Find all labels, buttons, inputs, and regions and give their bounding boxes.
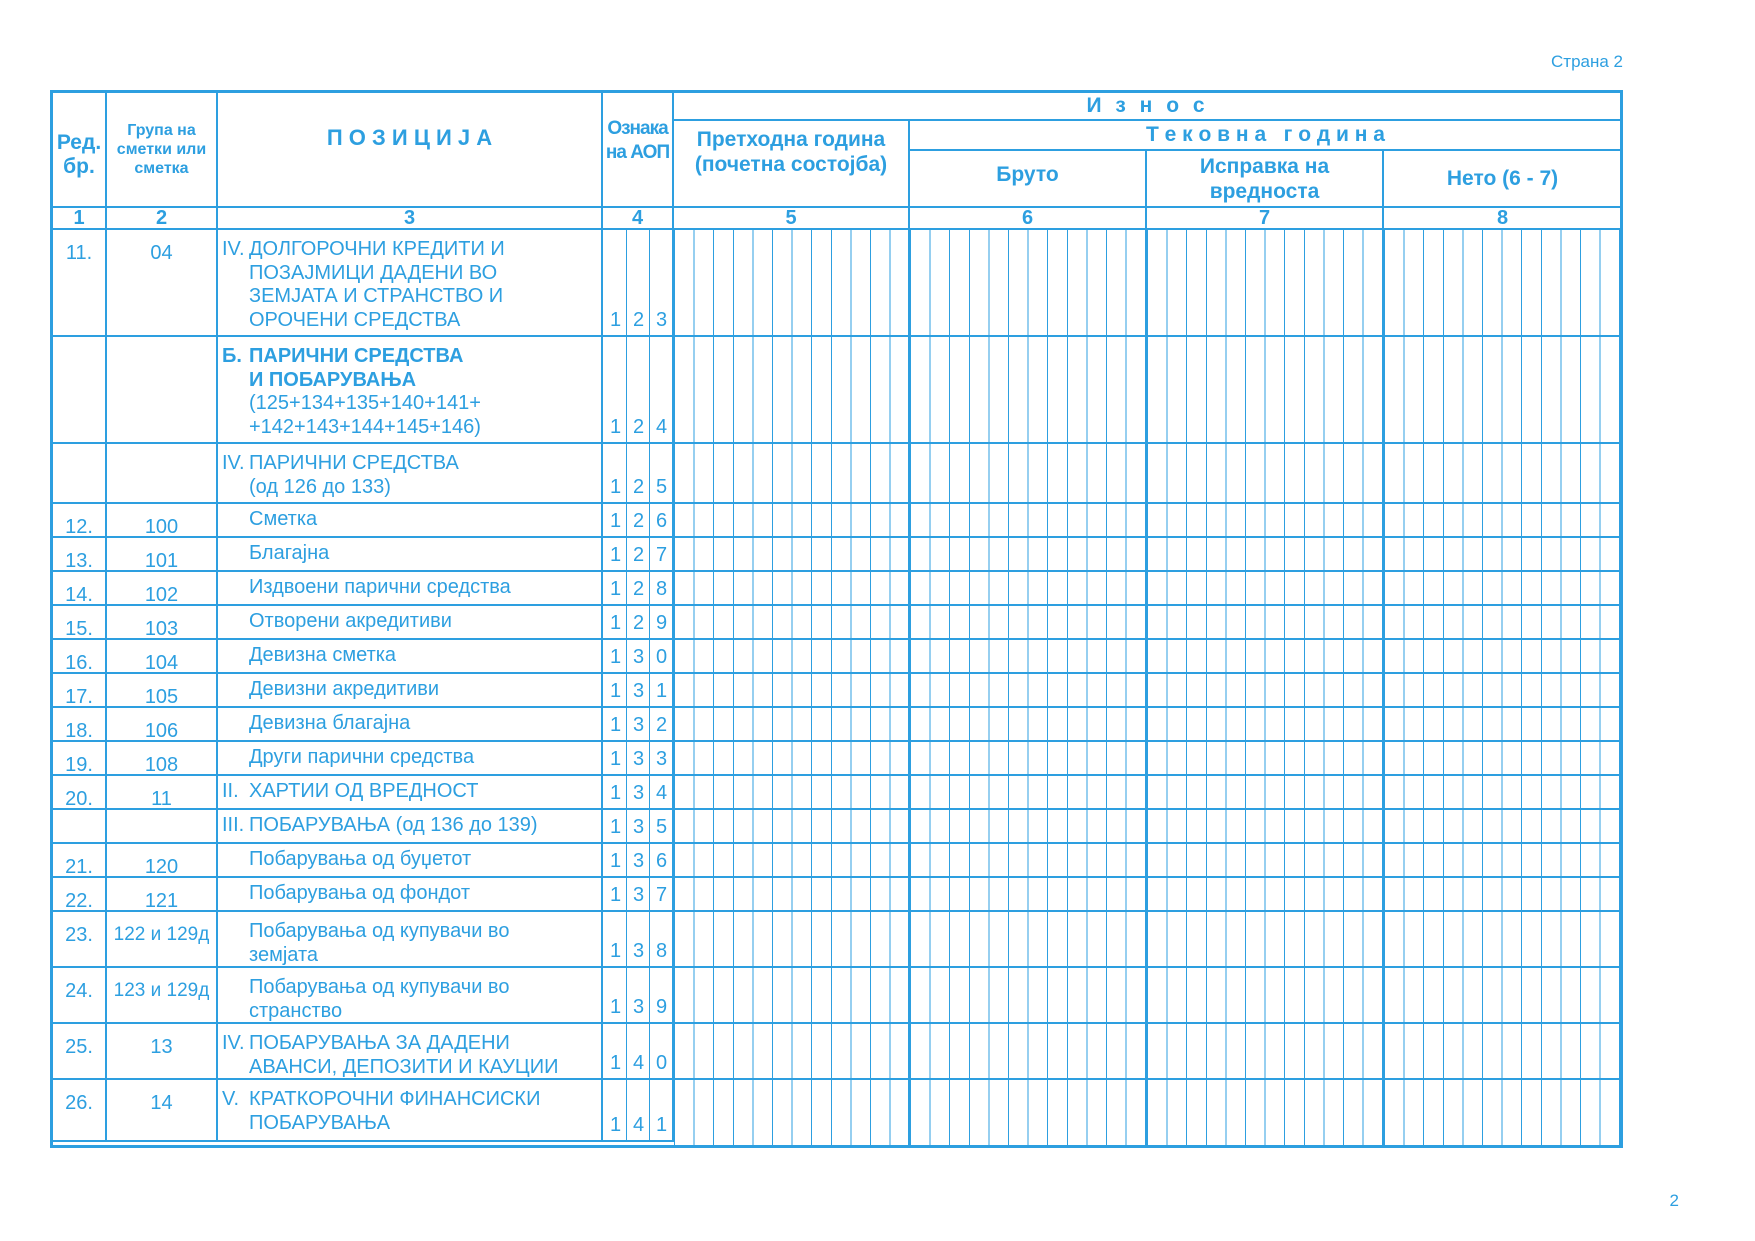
row-number: 22. xyxy=(53,878,107,912)
position-marker xyxy=(222,309,249,333)
position-text: Девизна благајна xyxy=(249,712,411,735)
position-marker xyxy=(222,644,249,668)
position-label xyxy=(218,572,603,606)
aop-digit: 6 xyxy=(655,509,668,532)
row-number: 20. xyxy=(53,776,107,810)
position-text: Девизна сметка xyxy=(249,644,397,667)
aop-code xyxy=(603,606,674,640)
aop-digit: 3 xyxy=(632,645,645,668)
col-number-3: 3 xyxy=(218,208,603,230)
header-iznos: И з н о с xyxy=(674,93,1623,121)
row-number: 15. xyxy=(53,606,107,640)
position-text: КРАТКОРОЧНИ ФИНАНСИСКИ xyxy=(249,1088,541,1110)
aop-digit: 1 xyxy=(609,747,622,770)
position-marker: Б. xyxy=(222,345,242,367)
aop-code xyxy=(603,337,674,444)
aop-digit: 1 xyxy=(609,713,622,736)
position-text: ОРОЧЕНИ СРЕДСТВА xyxy=(249,308,461,331)
amount-grid-ispravka[interactable] xyxy=(1147,230,1384,1148)
aop-digit: 7 xyxy=(655,543,668,566)
row-divider xyxy=(674,1022,1623,1024)
account-group: 04 xyxy=(107,230,218,337)
aop-digit: 1 xyxy=(609,415,622,438)
account-group: 102 xyxy=(107,572,218,606)
aop-code xyxy=(603,742,674,776)
header-oznaka-aop: Ознака на АОП xyxy=(603,93,674,208)
aop-digit: 1 xyxy=(609,1051,622,1074)
aop-code xyxy=(603,844,674,878)
row-divider xyxy=(674,335,1623,337)
position-marker xyxy=(222,392,249,416)
aop-digit: 1 xyxy=(609,849,622,872)
aop-digit: 1 xyxy=(609,543,622,566)
aop-digit: 1 xyxy=(609,509,622,532)
aop-digit: 2 xyxy=(632,308,645,331)
position-marker xyxy=(222,262,249,286)
aop-digit: 3 xyxy=(632,883,645,906)
aop-digit: 3 xyxy=(632,995,645,1018)
position-marker xyxy=(222,976,249,1000)
aop-digit: 3 xyxy=(632,781,645,804)
row-divider xyxy=(674,638,1623,640)
aop-code xyxy=(603,444,674,504)
account-group: 101 xyxy=(107,538,218,572)
header-ispravka: Исправка на вредноста xyxy=(1147,151,1384,208)
position-marker: IV. xyxy=(222,452,245,474)
account-group: 108 xyxy=(107,742,218,776)
position-text: Побарувања од фондот xyxy=(249,882,471,905)
header-pozicija: П О З И Ц И Ј А xyxy=(218,93,603,208)
account-group xyxy=(107,337,218,444)
account-group: 122 и 129д xyxy=(107,912,218,968)
row-divider xyxy=(674,570,1623,572)
aop-digit: 1 xyxy=(655,1113,668,1136)
aop-digit: 3 xyxy=(632,679,645,702)
header-tekovna-godina: Т е к о в н а г о д и н а xyxy=(910,121,1623,151)
row-divider xyxy=(674,774,1623,776)
position-marker xyxy=(222,1056,249,1080)
row-divider xyxy=(674,808,1623,810)
row-number: 18. xyxy=(53,708,107,742)
position-text: Други парични средства xyxy=(249,746,475,769)
position-label xyxy=(218,968,603,1024)
aop-digit: 0 xyxy=(655,645,668,668)
aop-digit: 3 xyxy=(632,815,645,838)
position-label xyxy=(218,1080,603,1142)
row-number: 13. xyxy=(53,538,107,572)
aop-digit: 2 xyxy=(632,577,645,600)
position-marker: III. xyxy=(222,814,245,837)
position-text: Сметка xyxy=(249,508,318,531)
position-text: И ПОБАРУВАЊА xyxy=(249,368,417,391)
header-prethodna-godina: Претходна година (почетна состојба) xyxy=(674,121,910,208)
position-label xyxy=(218,444,603,504)
account-group: 105 xyxy=(107,674,218,708)
position-label xyxy=(218,504,603,538)
aop-digit: 1 xyxy=(609,475,622,498)
amount-grid-neto[interactable] xyxy=(1384,230,1623,1148)
aop-code xyxy=(603,878,674,912)
position-text: земјата xyxy=(249,943,319,966)
aop-digit: 3 xyxy=(632,747,645,770)
aop-digit: 2 xyxy=(632,611,645,634)
header-bruto: Бруто xyxy=(910,151,1147,208)
position-text: Побарувања од купувачи во xyxy=(249,920,510,942)
row-divider xyxy=(674,536,1623,538)
account-group: 11 xyxy=(107,776,218,810)
account-group: 103 xyxy=(107,606,218,640)
row-divider xyxy=(674,1078,1623,1080)
position-marker xyxy=(222,508,249,532)
position-label xyxy=(218,1024,603,1080)
aop-code xyxy=(603,776,674,810)
position-marker xyxy=(222,944,249,968)
aop-digit: 9 xyxy=(655,995,668,1018)
aop-digit: 3 xyxy=(632,713,645,736)
aop-digit: 3 xyxy=(632,849,645,872)
row-divider xyxy=(674,706,1623,708)
aop-digit: 4 xyxy=(632,1051,645,1074)
account-group: 13 xyxy=(107,1024,218,1080)
row-divider xyxy=(674,442,1623,444)
position-label xyxy=(218,230,603,337)
aop-digit: 1 xyxy=(609,308,622,331)
position-text: Отворени акредитиви xyxy=(249,610,452,633)
position-marker xyxy=(222,920,249,944)
position-label xyxy=(218,878,603,912)
account-group: 106 xyxy=(107,708,218,742)
header-red-br: Ред. бр. xyxy=(53,93,107,208)
account-group: 123 и 129д xyxy=(107,968,218,1024)
balance-sheet-form xyxy=(50,90,1623,1148)
position-marker: IV. xyxy=(222,238,245,260)
row-number: 17. xyxy=(53,674,107,708)
position-text: ДОЛГОРОЧНИ КРЕДИТИ И xyxy=(249,238,505,260)
col-number-4: 4 xyxy=(603,208,674,230)
aop-digit: 1 xyxy=(609,781,622,804)
aop-code xyxy=(603,538,674,572)
amount-grid-bruto[interactable] xyxy=(910,230,1147,1148)
aop-digit: 1 xyxy=(609,645,622,668)
aop-code xyxy=(603,1080,674,1142)
position-text: ПОБАРУВАЊА (од 136 до 139) xyxy=(249,814,538,837)
aop-digit: 1 xyxy=(609,883,622,906)
position-text: Девизни акредитиви xyxy=(249,678,440,701)
position-marker: IV. xyxy=(222,1032,245,1054)
position-text: странство xyxy=(249,999,343,1022)
row-divider xyxy=(674,604,1623,606)
row-divider xyxy=(674,966,1623,968)
aop-code xyxy=(603,674,674,708)
position-text: Побарувања од купувачи во xyxy=(249,976,510,998)
position-marker xyxy=(222,285,249,309)
position-marker xyxy=(222,1112,249,1136)
position-marker xyxy=(222,712,249,736)
position-label xyxy=(218,810,603,844)
position-text: ПОЗАЈМИЦИ ДАДЕНИ ВО xyxy=(249,261,498,284)
row-number: 19. xyxy=(53,742,107,776)
position-marker xyxy=(222,746,249,770)
aop-code xyxy=(603,810,674,844)
row-divider xyxy=(674,740,1623,742)
aop-digit: 2 xyxy=(632,509,645,532)
aop-code xyxy=(603,1024,674,1080)
aop-digit: 6 xyxy=(655,849,668,872)
row-divider xyxy=(674,910,1623,912)
col-number-8: 8 xyxy=(1384,208,1623,230)
aop-digit: 9 xyxy=(655,611,668,634)
account-group: 100 xyxy=(107,504,218,538)
position-text: ПАРИЧНИ СРЕДСТВА xyxy=(249,452,459,474)
position-label xyxy=(218,708,603,742)
aop-digit: 1 xyxy=(609,1113,622,1136)
row-number: 26. xyxy=(53,1080,107,1142)
account-group: 14 xyxy=(107,1080,218,1142)
aop-code xyxy=(603,968,674,1024)
aop-digit: 8 xyxy=(655,939,668,962)
aop-digit: 2 xyxy=(632,475,645,498)
position-marker xyxy=(222,476,249,500)
row-divider xyxy=(674,842,1623,844)
amount-grid-prethodna[interactable] xyxy=(674,230,910,1148)
position-marker xyxy=(222,848,249,872)
aop-digit: 4 xyxy=(632,1113,645,1136)
aop-digit: 2 xyxy=(632,543,645,566)
row-number: 14. xyxy=(53,572,107,606)
position-marker xyxy=(222,1000,249,1024)
account-group: 121 xyxy=(107,878,218,912)
header-neto: Нето (6 - 7) xyxy=(1384,151,1623,208)
aop-digit: 3 xyxy=(655,747,668,770)
position-label xyxy=(218,742,603,776)
row-number: 16. xyxy=(53,640,107,674)
aop-digit: 4 xyxy=(655,415,668,438)
position-label xyxy=(218,674,603,708)
position-text: АВАНСИ, ДЕПОЗИТИ И КАУЦИИ xyxy=(249,1055,559,1078)
position-marker xyxy=(222,882,249,906)
row-divider xyxy=(674,672,1623,674)
position-label xyxy=(218,538,603,572)
row-divider xyxy=(674,876,1623,878)
aop-digit: 8 xyxy=(655,577,668,600)
account-group xyxy=(107,810,218,844)
position-text: ПАРИЧНИ СРЕДСТВА xyxy=(249,345,464,367)
row-number: 23. xyxy=(53,912,107,968)
account-group: 120 xyxy=(107,844,218,878)
position-label xyxy=(218,606,603,640)
position-text: Благајна xyxy=(249,542,330,565)
aop-digit: 1 xyxy=(655,679,668,702)
aop-digit: 5 xyxy=(655,815,668,838)
row-number: 21. xyxy=(53,844,107,878)
position-label xyxy=(218,640,603,674)
aop-digit: 5 xyxy=(655,475,668,498)
page-number-bottom: 2 xyxy=(1669,1191,1679,1210)
position-marker: V. xyxy=(222,1088,240,1110)
aop-digit: 1 xyxy=(609,611,622,634)
aop-digit: 1 xyxy=(609,815,622,838)
position-label xyxy=(218,337,603,444)
col-number-1: 1 xyxy=(53,208,107,230)
col-number-7: 7 xyxy=(1147,208,1384,230)
aop-code xyxy=(603,640,674,674)
aop-code xyxy=(603,504,674,538)
position-label xyxy=(218,912,603,968)
position-text: (125+134+135+140+141+ xyxy=(249,392,481,414)
col-number-2: 2 xyxy=(107,208,218,230)
page-number-top: Страна 2 xyxy=(1551,52,1623,71)
row-number: 24. xyxy=(53,968,107,1024)
position-text: +142+143+144+145+146) xyxy=(249,415,481,438)
aop-digit: 3 xyxy=(655,308,668,331)
aop-digit: 2 xyxy=(655,713,668,736)
row-number xyxy=(53,444,107,504)
position-marker xyxy=(222,369,249,393)
col-number-6: 6 xyxy=(910,208,1147,230)
aop-digit: 1 xyxy=(609,939,622,962)
aop-digit: 1 xyxy=(609,995,622,1018)
account-group: 104 xyxy=(107,640,218,674)
position-text: ПОБАРУВАЊА ЗА ДАДЕНИ xyxy=(249,1032,510,1054)
position-marker xyxy=(222,678,249,702)
row-number: 25. xyxy=(53,1024,107,1080)
position-marker xyxy=(222,610,249,634)
position-marker xyxy=(222,576,249,600)
aop-code xyxy=(603,572,674,606)
aop-code xyxy=(603,912,674,968)
aop-digit: 4 xyxy=(655,781,668,804)
position-text: Издвоени парични средства xyxy=(249,576,511,599)
aop-code xyxy=(603,230,674,337)
row-number: 11. xyxy=(53,230,107,337)
aop-digit: 1 xyxy=(609,679,622,702)
row-number xyxy=(53,810,107,844)
row-number xyxy=(53,337,107,444)
position-marker xyxy=(222,416,249,440)
position-text: ПОБАРУВАЊА xyxy=(249,1111,391,1134)
position-marker xyxy=(222,542,249,566)
row-number: 12. xyxy=(53,504,107,538)
header-grupa: Група на сметки или сметка xyxy=(107,93,218,208)
position-text: (од 126 до 133) xyxy=(249,475,391,498)
aop-digit: 0 xyxy=(655,1051,668,1074)
position-marker: II. xyxy=(222,780,239,803)
position-label xyxy=(218,776,603,810)
aop-digit: 3 xyxy=(632,939,645,962)
position-text: Побарувања од буџетот xyxy=(249,848,472,871)
position-text: ХАРТИИ ОД ВРЕДНОСТ xyxy=(249,780,479,803)
aop-digit: 2 xyxy=(632,415,645,438)
position-text: ЗЕМЈАТА И СТРАНСТВО И xyxy=(249,285,504,307)
aop-digit: 1 xyxy=(609,577,622,600)
aop-code xyxy=(603,708,674,742)
col-number-5: 5 xyxy=(674,208,910,230)
aop-digit: 7 xyxy=(655,883,668,906)
account-group xyxy=(107,444,218,504)
row-divider xyxy=(674,502,1623,504)
position-label xyxy=(218,844,603,878)
